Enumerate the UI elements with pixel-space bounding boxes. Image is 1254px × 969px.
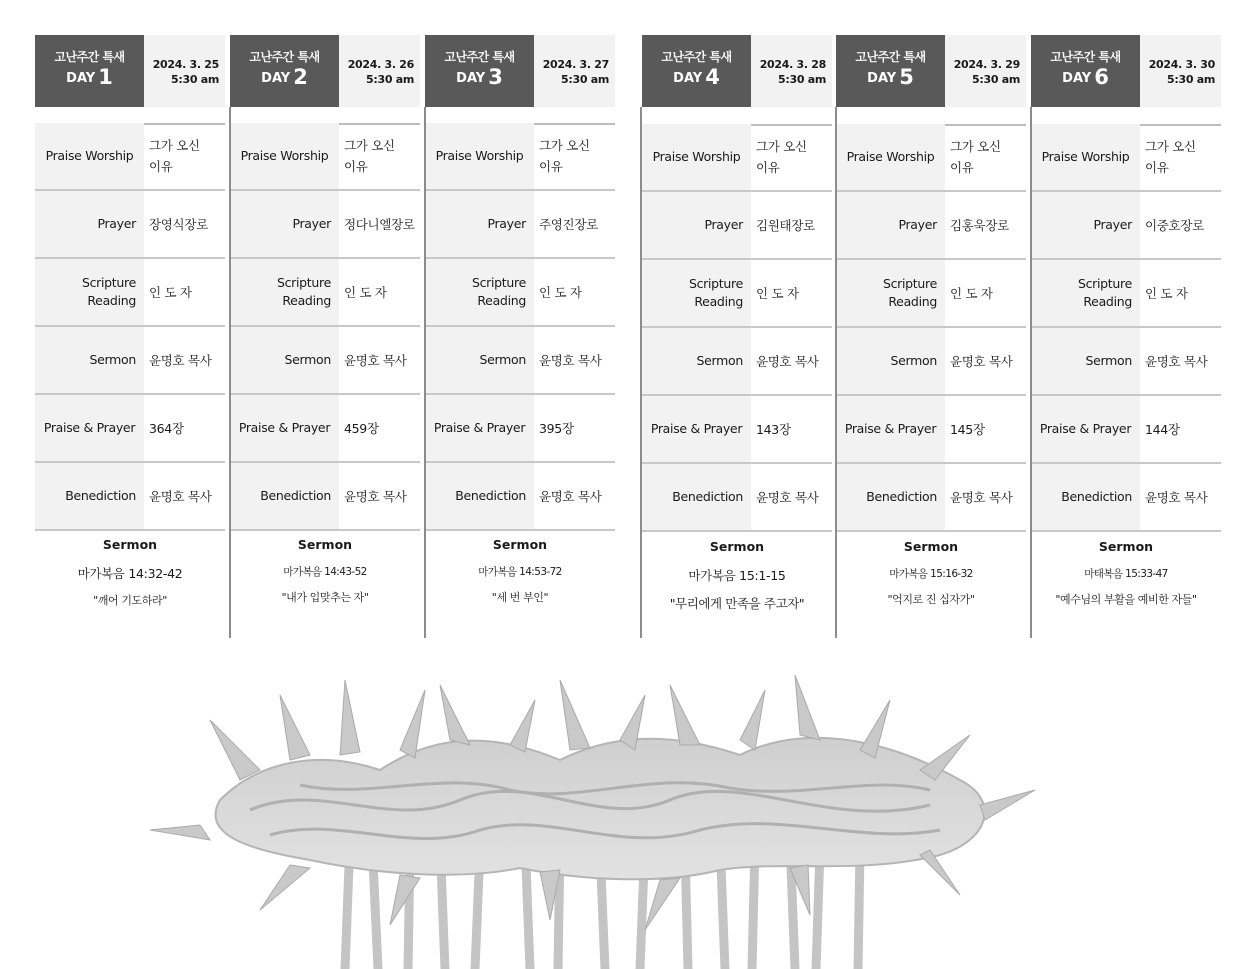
row-sermon: [1031, 328, 1221, 396]
row-scripture: [1031, 260, 1221, 328]
row-label: Scripture Reading: [425, 259, 534, 325]
row-sermon: [230, 327, 420, 395]
row-value: 주영진장로: [539, 216, 598, 232]
row-benediction: [642, 464, 832, 532]
row-prayer: [425, 191, 615, 259]
card-header-label: [836, 35, 945, 107]
date-time: [153, 57, 219, 87]
row-benediction: [1031, 464, 1221, 532]
row-benediction: [836, 464, 1026, 532]
sermon-heading: Sermon: [1098, 539, 1154, 554]
day-label: DAY 3: [456, 65, 503, 89]
card-header: [642, 35, 832, 107]
row-praise-worship: [230, 123, 420, 191]
row-value: 364장: [149, 420, 184, 436]
date: 2024. 3. 29: [953, 58, 1020, 71]
day-card: [836, 35, 1026, 638]
row-value: 윤명호 목사: [950, 489, 1013, 505]
row-label: Prayer: [1031, 192, 1140, 258]
row-sermon: [425, 327, 615, 395]
day-card: [642, 35, 832, 638]
time: 5:30 am: [171, 73, 219, 86]
row-value: 143장: [756, 421, 791, 437]
row-value: 정다니엘장로: [344, 216, 415, 232]
date: 2024. 3. 28: [759, 58, 826, 71]
row-label: Sermon: [35, 327, 144, 393]
row-label: Sermon: [425, 327, 534, 393]
row-label: Prayer: [230, 191, 339, 257]
time: 5:30 am: [778, 73, 826, 86]
event-title: 고난주간 특새: [444, 50, 515, 64]
event-title: 고난주간 특새: [855, 50, 926, 64]
row-praise-prayer: [35, 395, 225, 463]
row-praise-worship: [425, 123, 615, 191]
row-sermon: [35, 327, 225, 395]
sermon-title: "억지로 진 십자가": [887, 593, 975, 606]
sermon-heading: Sermon: [709, 539, 765, 554]
row-value: 윤명호 목사: [539, 352, 602, 368]
sermon-info: [642, 531, 832, 612]
row-praise-prayer: [1031, 396, 1221, 464]
card-header: [836, 35, 1026, 107]
scripture-reference: 마가복음 14:53-72: [478, 566, 562, 578]
sermon-info: [1031, 531, 1221, 607]
time: 5:30 am: [561, 73, 609, 86]
column-divider: [1030, 107, 1032, 638]
row-value: 그가 오신 이유: [950, 139, 1001, 175]
row-value: 395장: [539, 420, 574, 436]
row-benediction: [425, 463, 615, 531]
row-sermon: [642, 328, 832, 396]
program-rows: [642, 124, 832, 532]
day-card: [35, 35, 225, 638]
day-label: DAY 2: [261, 65, 308, 89]
event-title: 고난주간 특새: [54, 50, 125, 64]
row-sermon: [836, 328, 1026, 396]
row-prayer: [642, 192, 832, 260]
row-praise-worship: [836, 124, 1026, 192]
day-card: [1031, 35, 1221, 638]
row-label: Praise Worship: [1031, 124, 1140, 190]
row-label: Sermon: [642, 328, 751, 394]
day-number: 4: [705, 65, 720, 89]
row-value: 윤명호 목사: [344, 352, 407, 368]
scripture-reference: 마가복음 14:43-52: [283, 566, 367, 578]
scripture-reference: 마가복음 15:16-32: [889, 568, 973, 580]
day-number: 2: [293, 65, 308, 89]
row-value: 그가 오신 이유: [756, 139, 807, 175]
time: 5:30 am: [366, 73, 414, 86]
sermon-heading: Sermon: [492, 537, 548, 552]
row-value: 459장: [344, 420, 379, 436]
time: 5:30 am: [1167, 73, 1215, 86]
row-label: Sermon: [1031, 328, 1140, 394]
program-rows: [425, 123, 615, 531]
row-value: 이중호장로: [1145, 217, 1204, 233]
row-value: 윤명호 목사: [950, 353, 1013, 369]
row-label: Praise Worship: [642, 124, 751, 190]
row-value: 윤명호 목사: [1145, 353, 1208, 369]
card-header-label: [1031, 35, 1140, 107]
sermon-info: [836, 531, 1026, 607]
row-praise-prayer: [642, 396, 832, 464]
row-label: Prayer: [836, 192, 945, 258]
row-label: Praise & Prayer: [836, 396, 945, 462]
row-label: Praise & Prayer: [425, 395, 534, 461]
row-value: 144장: [1145, 421, 1180, 437]
row-scripture: [35, 259, 225, 327]
program-rows: [836, 124, 1026, 532]
row-value: 윤명호 목사: [149, 352, 212, 368]
row-value: 윤명호 목사: [1145, 489, 1208, 505]
row-value: 윤명호 목사: [756, 353, 819, 369]
row-praise-prayer: [230, 395, 420, 463]
row-prayer: [35, 191, 225, 259]
day-card: [230, 35, 420, 638]
card-header: [35, 35, 225, 107]
program-rows: [35, 123, 225, 531]
sermon-info: [230, 529, 420, 605]
program-rows: [1031, 124, 1221, 532]
sermon-info: [425, 529, 615, 605]
card-header-label: [35, 35, 144, 107]
row-value: 윤명호 목사: [756, 489, 819, 505]
column-divider: [424, 107, 426, 638]
row-value: 김원태장로: [756, 217, 815, 233]
row-prayer: [836, 192, 1026, 260]
card-header-label: [230, 35, 339, 107]
row-label: Prayer: [35, 191, 144, 257]
row-label: Praise Worship: [35, 123, 144, 189]
row-label: Praise Worship: [836, 124, 945, 190]
scripture-reference: 마가복음 15:1-15: [688, 568, 786, 583]
day-number: 3: [488, 65, 503, 89]
row-value: 인 도 자: [539, 284, 582, 300]
scripture-reference: 마가복음 14:32-42: [77, 566, 183, 581]
row-value: 장영식장로: [149, 216, 208, 232]
row-value: 인 도 자: [950, 285, 993, 301]
event-title: 고난주간 특새: [1050, 50, 1121, 64]
date: 2024. 3. 30: [1148, 58, 1215, 71]
row-label: Praise & Prayer: [35, 395, 144, 461]
date-time: [760, 57, 826, 87]
row-praise-worship: [1031, 124, 1221, 192]
sermon-heading: Sermon: [297, 537, 353, 552]
row-label: Benediction: [836, 464, 945, 530]
date-time: [543, 57, 609, 87]
row-scripture: [836, 260, 1026, 328]
day-label: DAY 4: [673, 65, 720, 89]
date: 2024. 3. 26: [347, 58, 414, 71]
column-divider: [835, 107, 837, 638]
day-number: 1: [98, 65, 113, 89]
row-label: Benediction: [425, 463, 534, 529]
row-label: Sermon: [230, 327, 339, 393]
row-prayer: [230, 191, 420, 259]
row-value: 윤명호 목사: [149, 488, 212, 504]
row-label: Praise & Prayer: [1031, 396, 1140, 462]
row-benediction: [230, 463, 420, 531]
row-praise-prayer: [836, 396, 1026, 464]
sermon-info: [35, 529, 225, 608]
event-title: 고난주간 특새: [249, 50, 320, 64]
row-value: 윤명호 목사: [539, 488, 602, 504]
row-label: Sermon: [836, 328, 945, 394]
row-label: Prayer: [642, 192, 751, 258]
row-label: Scripture Reading: [230, 259, 339, 325]
row-value: 인 도 자: [344, 284, 387, 300]
card-header: [1031, 35, 1221, 107]
row-value: 그가 오신 이유: [539, 138, 590, 174]
row-value: 그가 오신 이유: [1145, 139, 1196, 175]
sermon-title: "예수님의 부활을 예비한 자들": [1055, 593, 1197, 606]
card-header-label: [425, 35, 534, 107]
date-time: [348, 57, 414, 87]
row-scripture: [425, 259, 615, 327]
sermon-title: "무리에게 만족을 주고자": [669, 596, 805, 611]
program-rows: [230, 123, 420, 531]
day-label: DAY 1: [66, 65, 113, 89]
time: 5:30 am: [972, 73, 1020, 86]
row-label: Scripture Reading: [35, 259, 144, 325]
row-label: Scripture Reading: [642, 260, 751, 326]
row-value: 인 도 자: [756, 285, 799, 301]
day-number: 6: [1094, 65, 1109, 89]
sermon-title: "깨어 기도하라": [93, 594, 167, 607]
row-value: 인 도 자: [1145, 285, 1188, 301]
row-label: Praise & Prayer: [642, 396, 751, 462]
row-value: 그가 오신 이유: [344, 138, 395, 174]
row-praise-worship: [642, 124, 832, 192]
crown-of-thorns-illustration: [140, 640, 1040, 969]
row-label: Benediction: [35, 463, 144, 529]
day-number: 5: [899, 65, 914, 89]
sermon-title: "세 번 부인": [491, 591, 549, 604]
row-label: Praise Worship: [425, 123, 534, 189]
date-time: [954, 57, 1020, 87]
row-label: Benediction: [230, 463, 339, 529]
column-divider: [229, 107, 231, 638]
row-label: Praise & Prayer: [230, 395, 339, 461]
row-value: 윤명호 목사: [344, 488, 407, 504]
row-label: Benediction: [642, 464, 751, 530]
sermon-heading: Sermon: [102, 537, 158, 552]
row-label: Benediction: [1031, 464, 1140, 530]
row-label: Scripture Reading: [1031, 260, 1140, 326]
row-scripture: [642, 260, 832, 328]
row-label: Prayer: [425, 191, 534, 257]
scripture-reference: 마태복음 15:33-47: [1084, 568, 1168, 580]
row-benediction: [35, 463, 225, 531]
row-value: 그가 오신 이유: [149, 138, 200, 174]
date: 2024. 3. 27: [542, 58, 609, 71]
row-label: Praise Worship: [230, 123, 339, 189]
row-value: 인 도 자: [149, 284, 192, 300]
row-praise-prayer: [425, 395, 615, 463]
column-divider: [640, 107, 642, 638]
card-header: [425, 35, 615, 107]
sermon-heading: Sermon: [903, 539, 959, 554]
date-time: [1149, 57, 1215, 87]
card-header: [230, 35, 420, 107]
day-card: [425, 35, 615, 638]
row-prayer: [1031, 192, 1221, 260]
row-value: 145장: [950, 421, 985, 437]
row-scripture: [230, 259, 420, 327]
day-label: DAY 6: [1062, 65, 1109, 89]
row-value: 김홍욱장로: [950, 217, 1009, 233]
day-label: DAY 5: [867, 65, 914, 89]
card-header-label: [642, 35, 751, 107]
event-title: 고난주간 특새: [661, 50, 732, 64]
row-praise-worship: [35, 123, 225, 191]
row-label: Scripture Reading: [836, 260, 945, 326]
sermon-title: "내가 입맞추는 자": [281, 591, 369, 604]
date: 2024. 3. 25: [152, 58, 219, 71]
